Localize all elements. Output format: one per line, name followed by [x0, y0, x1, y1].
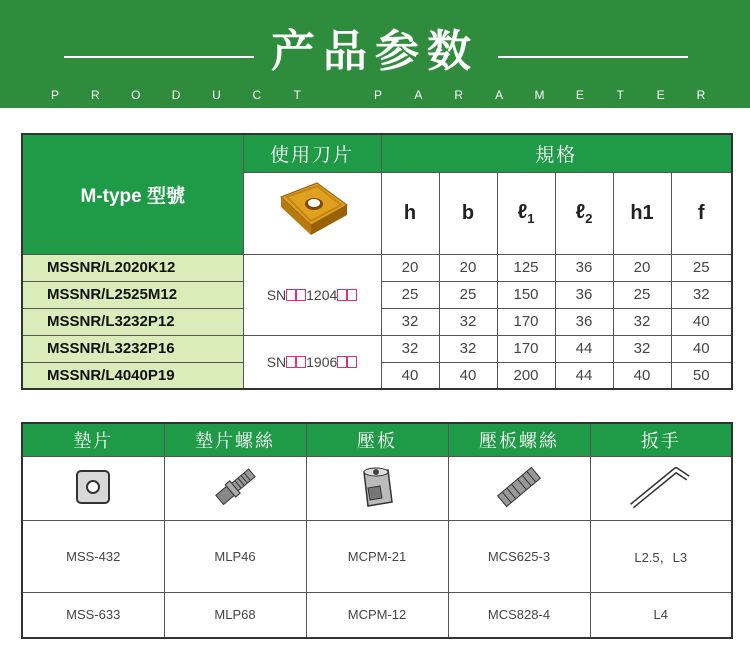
placeholder-box — [296, 356, 306, 368]
banner-letter: T — [293, 88, 301, 102]
clamp-icon — [352, 462, 402, 512]
clamp-screw-icon — [489, 462, 549, 512]
accessory-header-wrench: 扳手 — [590, 423, 732, 456]
insert-prefix: SN — [266, 353, 287, 370]
model-cell: MSSNR/L2020K12 — [22, 254, 243, 281]
spec-value-cell: 200 — [497, 362, 555, 389]
accessory-part-cell: MCS625-3 — [448, 520, 590, 592]
banner-letter: O — [131, 88, 141, 102]
insert-image-cell — [243, 172, 381, 254]
banner-letter: D — [171, 88, 181, 102]
shim-image-cell — [22, 456, 164, 520]
spec-value-cell: 50 — [671, 362, 732, 389]
spec-row — [22, 335, 732, 362]
spec-value-cell: 25 — [613, 281, 671, 308]
shim-screw-image-cell — [164, 456, 306, 520]
spec-value-cell: 150 — [497, 281, 555, 308]
banner-letter: T — [616, 88, 624, 102]
spec-value-cell: 40 — [613, 362, 671, 389]
model-cell: MSSNR/L3232P12 — [22, 308, 243, 335]
banner-letter: A — [495, 88, 504, 102]
accessory-header-shim: 墊片 — [22, 423, 164, 456]
spec-value-cell: 40 — [671, 335, 732, 362]
accessory-part-cell: MCPM-21 — [306, 520, 448, 592]
placeholder-box — [347, 356, 357, 368]
placeholder-box — [337, 356, 347, 368]
spec-value-cell: 125 — [497, 254, 555, 281]
banner-letter: R — [696, 88, 706, 102]
spec-value-cell: 32 — [671, 281, 732, 308]
banner-letter: R — [454, 88, 464, 102]
accessory-header-shim-screw: 墊片螺絲 — [164, 423, 306, 456]
accessory-row — [22, 592, 732, 638]
banner-subtitle — [48, 88, 708, 102]
spec-value-cell: 36 — [555, 308, 613, 335]
spec-value-cell: 25 — [381, 281, 439, 308]
insert-prefix: SN — [266, 286, 287, 303]
insert-code: 1204 — [306, 286, 338, 303]
spec-value-cell: 32 — [613, 308, 671, 335]
insert-header: 使用刀片 — [243, 134, 381, 172]
clamp-image-cell — [306, 456, 448, 520]
banner-letter: P — [373, 88, 382, 102]
banner-letter: U — [212, 88, 221, 102]
accessory-part-cell: MLP68 — [164, 592, 306, 638]
col-header-h: h — [381, 172, 439, 254]
insert-code: 1906 — [306, 353, 338, 370]
spec-value-cell: 40 — [381, 362, 439, 389]
spec-value-cell: 36 — [555, 254, 613, 281]
accessory-part-cell: MSS-432 — [22, 520, 164, 592]
model-cell: MSSNR/L2525M12 — [22, 281, 243, 308]
accessory-part-cell: MSS-633 — [22, 592, 164, 638]
insert-code-cell — [243, 335, 381, 389]
model-cell: MSSNR/L3232P16 — [22, 335, 243, 362]
accessory-part-cell: L2.5，L3 — [590, 520, 732, 592]
insert-icon — [267, 175, 357, 245]
accessory-part-cell: MCPM-12 — [306, 592, 448, 638]
model-cell: MSSNR/L4040P19 — [22, 362, 243, 389]
spec-value-cell: 44 — [555, 335, 613, 362]
col-header-f: f — [671, 172, 732, 254]
spec-value-cell: 170 — [497, 335, 555, 362]
spec-value-cell: 40 — [671, 308, 732, 335]
spec-header: 規格 — [381, 134, 732, 172]
insert-code-cell — [243, 254, 381, 335]
accessory-part-cell: L4 — [590, 592, 732, 638]
wrench-image-cell — [590, 456, 732, 520]
accessory-row — [22, 520, 732, 592]
spec-value-cell: 20 — [613, 254, 671, 281]
accessory-part-cell: MLP46 — [164, 520, 306, 592]
spec-value-cell: 20 — [439, 254, 497, 281]
banner-letter: C — [252, 88, 262, 102]
shim-screw-icon — [205, 462, 265, 512]
accessory-header-clamp: 壓板 — [306, 423, 448, 456]
accessory-part-cell: MCS828-4 — [448, 592, 590, 638]
shim-icon — [73, 467, 113, 507]
clamp-screw-image-cell — [448, 456, 590, 520]
hex-wrench-icon — [626, 462, 696, 512]
spec-table — [21, 133, 733, 390]
placeholder-box — [337, 289, 347, 301]
spec-value-cell: 44 — [555, 362, 613, 389]
placeholder-box — [347, 289, 357, 301]
banner-letter: P — [50, 88, 59, 102]
placeholder-box — [286, 289, 296, 301]
banner-letter: E — [656, 88, 665, 102]
spec-row — [22, 254, 732, 281]
spec-value-cell: 170 — [497, 308, 555, 335]
spec-value-cell: 25 — [439, 281, 497, 308]
accessory-header-clamp-screw: 壓板螺絲 — [448, 423, 590, 456]
banner-letter: R — [91, 88, 100, 102]
placeholder-box — [286, 356, 296, 368]
banner-title: 产品参数 — [271, 26, 479, 77]
col-header-l2: ℓ$_2$ — [555, 172, 613, 254]
spec-value-cell: 25 — [671, 254, 732, 281]
accessory-table — [21, 422, 733, 639]
banner-letter: M — [534, 88, 545, 102]
model-header: M-type 型號 — [22, 134, 243, 254]
banner-letter: E — [575, 88, 584, 102]
col-header-l1: ℓ$_1$ — [497, 172, 555, 254]
spec-value-cell: 32 — [381, 335, 439, 362]
header-banner — [0, 0, 750, 108]
placeholder-box — [296, 289, 306, 301]
spec-value-cell: 32 — [381, 308, 439, 335]
spec-value-cell: 32 — [439, 308, 497, 335]
spec-value-cell: 32 — [613, 335, 671, 362]
col-header-b: b — [439, 172, 497, 254]
col-header-h1: h1 — [613, 172, 671, 254]
spec-value-cell: 20 — [381, 254, 439, 281]
spec-value-cell: 40 — [439, 362, 497, 389]
spec-value-cell: 32 — [439, 335, 497, 362]
banner-letter: A — [414, 88, 423, 102]
spec-value-cell: 36 — [555, 281, 613, 308]
banner-letter — [331, 88, 345, 102]
